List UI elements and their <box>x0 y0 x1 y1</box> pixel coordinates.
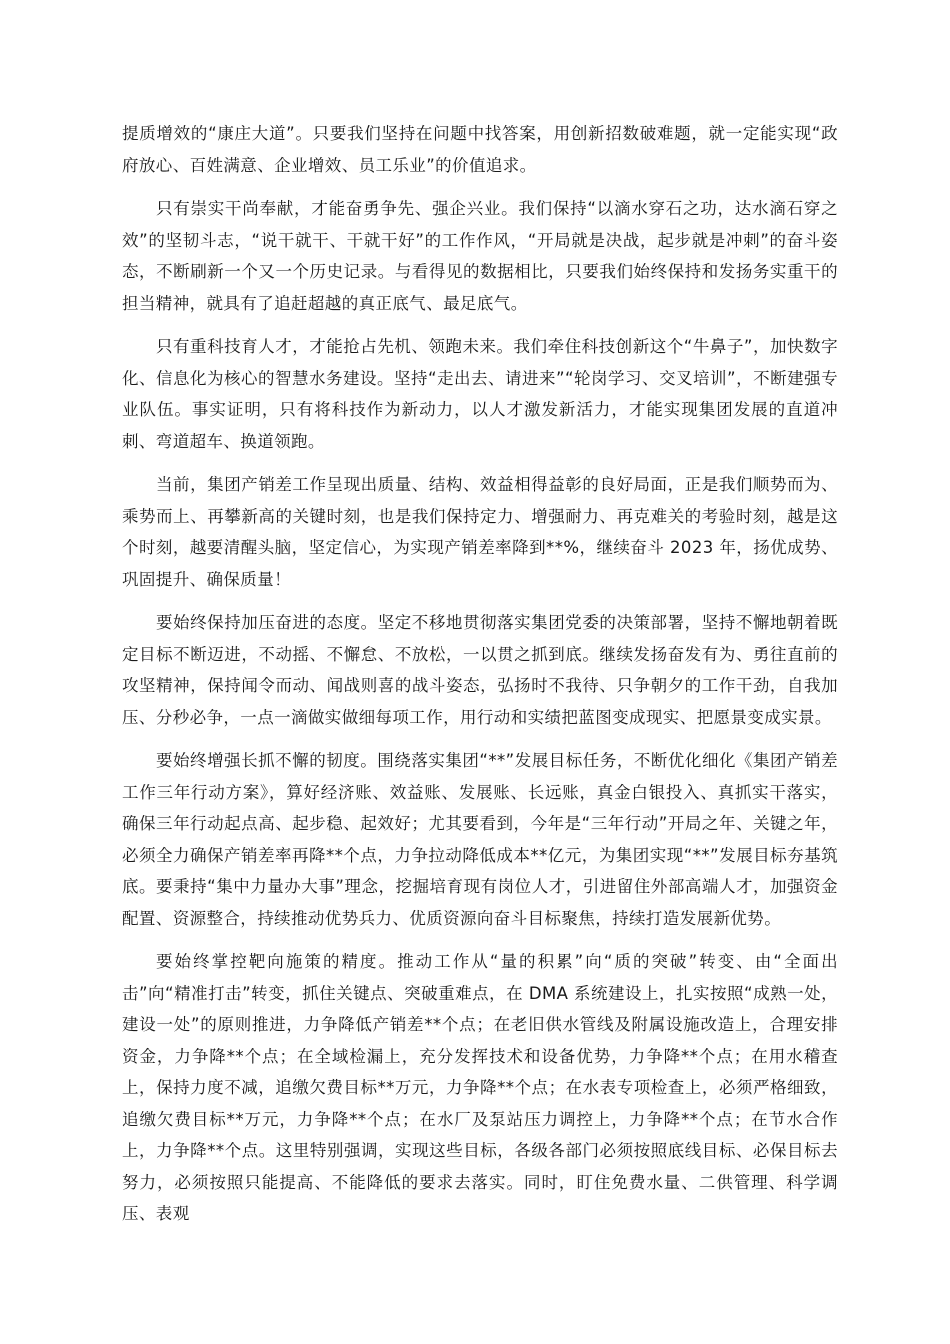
paragraph-1: 提质增效的“康庄大道”。只要我们坚持在问题中找答案，用创新招数破难题，就一定能实现“政府放心、百姓满意、企业增效、员工乐业”的价值追求。 <box>122 124 838 175</box>
paragraph-2: 只有崇实干尚奉献，才能奋勇争先、强企兴业。我们保持“以滴水穿石之功，达水滴石穿之效”的坚韧斗志，“说干就干、干就干好”的工作作风，“开局就是决战，起步就是冲刺”的奋斗姿态，不断刷新一个又一个历史记录。与看得见的数据相比，只要我们始终保持和发扬务实重干的担当精神，就具有了追赶超越的真正底气、最足底气。 <box>122 199 838 313</box>
document-body <box>122 118 838 1242</box>
paragraph-5: 要始终保持加压奋进的态度。坚定不移地贯彻落实集团党委的决策部署，坚持不懈地朝着既定目标不断迈进，不动摇、不懈怠、不放松，一以贯之抓到底。继续发扬奋发有为、勇往直前的攻坚精神，保持闻令而动、闻战则喜的战斗姿态，弘扬时不我待、只争朝夕的工作干劲，自我加压、分秒必争，一点一滴做实做细每项工作，用行动和实绩把蓝图变成现实、把愿景变成实景。 <box>122 613 838 727</box>
paragraph-6: 要始终增强长抓不懈的韧度。围绕落实集团“**”发展目标任务，不断优化细化《集团产销差工作三年行动方案》，算好经济账、效益账、发展账、长远账，真金白银投入、真抓实干落实，确保三年行动起点高、起步稳、起效好；尤其要看到，今年是“三年行动”开局之年、关键之年，必须全力确保产销差率再降**个点，力争拉动降低成本**亿元，为集团实现“**”发展目标夯基筑底。要秉持“集中力量办大事”理念，挖掘培育现有岗位人才，引进留住外部高端人才，加强资金配置、资源整合，持续推动优势兵力、优质资源向奋斗目标聚焦，持续打造发展新优势。 <box>122 751 838 928</box>
paragraph-4: 当前，集团产销差工作呈现出质量、结构、效益相得益彰的良好局面，正是我们顺势而为、乘势而上、再攀新高的关键时刻，也是我们保持定力、增强耐力、再克难关的考验时刻，越是这个时刻，越要清醒头脑，坚定信心，为实现产销差率降到**%，继续奋斗 2023 年，扬优成势、巩固提升、确保质量！ <box>122 475 838 589</box>
paragraph-7: 要始终掌控靶向施策的精度。推动工作从“量的积累”向“质的突破”转变、由“全面出击”向“精准打击”转变，抓住关键点、突破重难点，在 DMA 系统建设上，扎实按照“成熟一处，建设一处”的原则推进，力争降低产销差**个点；在老旧供水管线及附属设施改造上，合理安排资金，力争降**个点；在全域检漏上，充分发挥技术和设备优势，力争降**个点；在用水稽查上，保持力度不减，追缴欠费目标**万元，力争降**个点；在水表专项检查上，必须严格细致，追缴欠费目标**万元，力争降**个点；在水厂及泵站压力调控上，力争降**个点；在节水合作上，力争降**个点。这里特别强调，实现这些目标，各级各部门必须按照底线目标、必保目标去努力，必须按照只能提高、不能降低的要求去落实。同时，盯住免费水量、二供管理、科学调压、表观 <box>122 952 838 1223</box>
paragraph-3: 只有重科技育人才，才能抢占先机、领跑未来。我们牵住科技创新这个“牛鼻子”，加快数字化、信息化为核心的智慧水务建设。坚持“走出去、请进来”“轮岗学习、交叉培训”，不断建强专业队伍。事实证明，只有将科技作为新动力，以人才激发新活力，才能实现集团发展的直道冲刺、弯道超车、换道领跑。 <box>122 337 838 451</box>
